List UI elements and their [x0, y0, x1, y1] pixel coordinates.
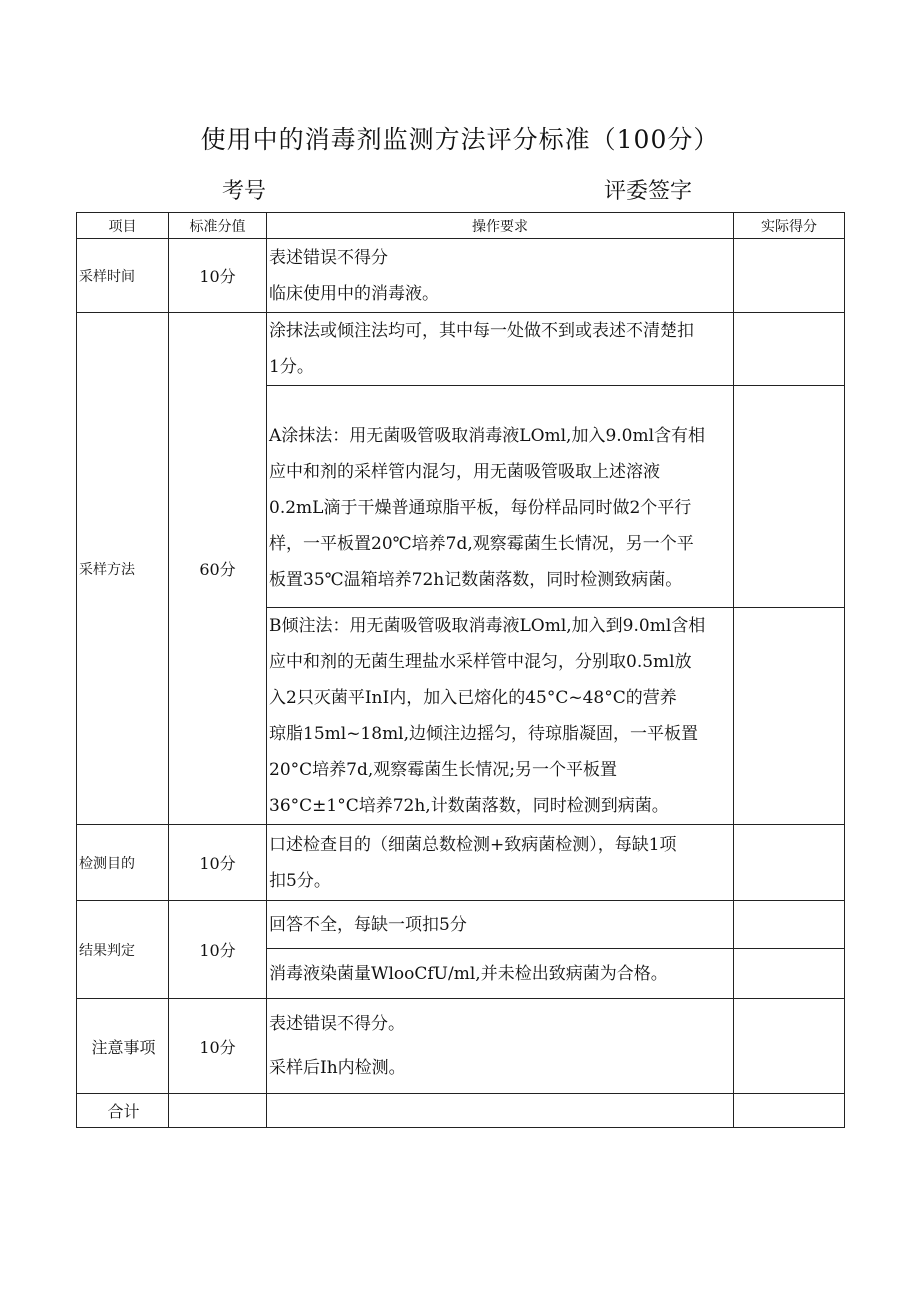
sampling-method-score: 60分 [169, 313, 267, 825]
detection-purpose-label: 检测目的 [77, 825, 169, 901]
row-result-judgment-1 [77, 901, 845, 949]
result-judgment-requirement-2: 消毒液染菌量WlooCfU/ml,并未检出致病菌为合格。 [267, 949, 734, 999]
sampling-method-intro-actual-score-cell[interactable] [734, 313, 845, 386]
requirement-line: 临床使用中的消毒液。 [269, 283, 439, 304]
scoring-table [76, 212, 845, 1128]
method-a-smear-requirements [267, 386, 734, 608]
requirement-line: 0.2mL滴于干燥普通琼脂平板，每份样品同时做2个平行 [269, 497, 692, 518]
header-row [77, 213, 845, 239]
result-judgment-2-actual-score-cell[interactable] [734, 949, 845, 999]
detection-purpose-score: 10分 [169, 825, 267, 901]
requirement-line: 应中和剂的采样管内混匀，用无菌吸管吸取上述溶液 [269, 461, 660, 482]
sampling-method-label: 采样方法 [77, 313, 169, 825]
detection-purpose-actual-score-cell[interactable] [734, 825, 845, 901]
requirement-line: 1分。 [269, 357, 314, 377]
judge-signature-label: 评委签字 [604, 179, 693, 204]
sampling-time-label: 采样时间 [77, 239, 169, 313]
requirement-line: 表述错误不得分 [269, 247, 388, 268]
header-requirements: 操作要求 [267, 213, 734, 239]
notes-actual-score-cell[interactable] [734, 999, 845, 1094]
row-detection-purpose [77, 825, 845, 901]
total-actual-score-cell[interactable] [734, 1094, 845, 1128]
header-item: 项目 [77, 213, 169, 239]
result-judgment-score: 10分 [169, 901, 267, 999]
header-standard-score: 标准分值 [169, 213, 267, 239]
result-judgment-1-actual-score-cell[interactable] [734, 901, 845, 949]
requirement-line: 扣5分。 [269, 870, 331, 891]
notes-label: 注意事项 [77, 999, 169, 1094]
requirement-line: 入2只灭菌平InI内，加入已熔化的45°C~48°C的营养 [269, 688, 677, 708]
method-a-actual-score-cell[interactable] [734, 386, 845, 608]
requirement-line: 表述错误不得分。 [269, 1014, 405, 1034]
method-b-pour-requirements [267, 608, 734, 825]
requirement-line: 20°C培养7d,观察霉菌生长情况;另一个平板置 [269, 760, 617, 780]
requirement-line: A涂抹法：用无菌吸管吸取消毒液LOml,加入9.0ml含有相 [269, 425, 706, 446]
row-sampling-time [77, 239, 845, 313]
row-total [77, 1094, 845, 1128]
row-sampling-method-intro [77, 313, 845, 386]
page-title: 使用中的消毒剂监测方法评分标准（100分） [200, 125, 720, 154]
notes-requirements [267, 999, 734, 1094]
requirement-line: 口述检查目的（细菌总数检测+致病菌检测），每缺1项 [269, 834, 677, 855]
result-judgment-label: 结果判定 [77, 901, 169, 999]
sampling-method-intro [267, 313, 734, 386]
detection-purpose-requirements [267, 825, 734, 901]
requirement-line: 样，一平板置20℃培养7d,观察霉菌生长情况，另一个平 [269, 533, 694, 554]
sampling-time-actual-score-cell[interactable] [734, 239, 845, 313]
total-requirements-cell [267, 1094, 734, 1128]
requirement-line: 采样后Ih内检测。 [269, 1058, 406, 1078]
requirement-line: 应中和剂的无菌生理盐水采样管中混匀，分别取0.5ml放 [269, 652, 692, 672]
requirement-line: B倾注法：用无菌吸管吸取消毒液LOml,加入到9.0ml含相 [269, 616, 706, 636]
row-notes [77, 999, 845, 1094]
requirement-line: 涂抹法或倾注法均可，其中每一处做不到或表述不清楚扣 [269, 321, 694, 341]
notes-score: 10分 [169, 999, 267, 1094]
method-b-actual-score-cell[interactable] [734, 608, 845, 825]
requirement-line: 琼脂15ml~18ml,边倾注边摇匀，待琼脂凝固，一平板置 [269, 724, 699, 744]
total-label: 合计 [77, 1094, 169, 1128]
sampling-time-requirements [267, 239, 734, 313]
sampling-time-score: 10分 [169, 239, 267, 313]
result-judgment-requirement-1: 回答不全，每缺一项扣5分 [267, 901, 734, 949]
exam-number-label: 考号 [222, 179, 267, 204]
header-actual-score: 实际得分 [734, 213, 845, 239]
total-standard-score-cell [169, 1094, 267, 1128]
requirement-line: 板置35℃温箱培养72h记数菌落数，同时检测致病菌。 [269, 569, 683, 590]
requirement-line: 36°C±1°C培养72h,计数菌落数，同时检测到病菌。 [269, 796, 669, 816]
